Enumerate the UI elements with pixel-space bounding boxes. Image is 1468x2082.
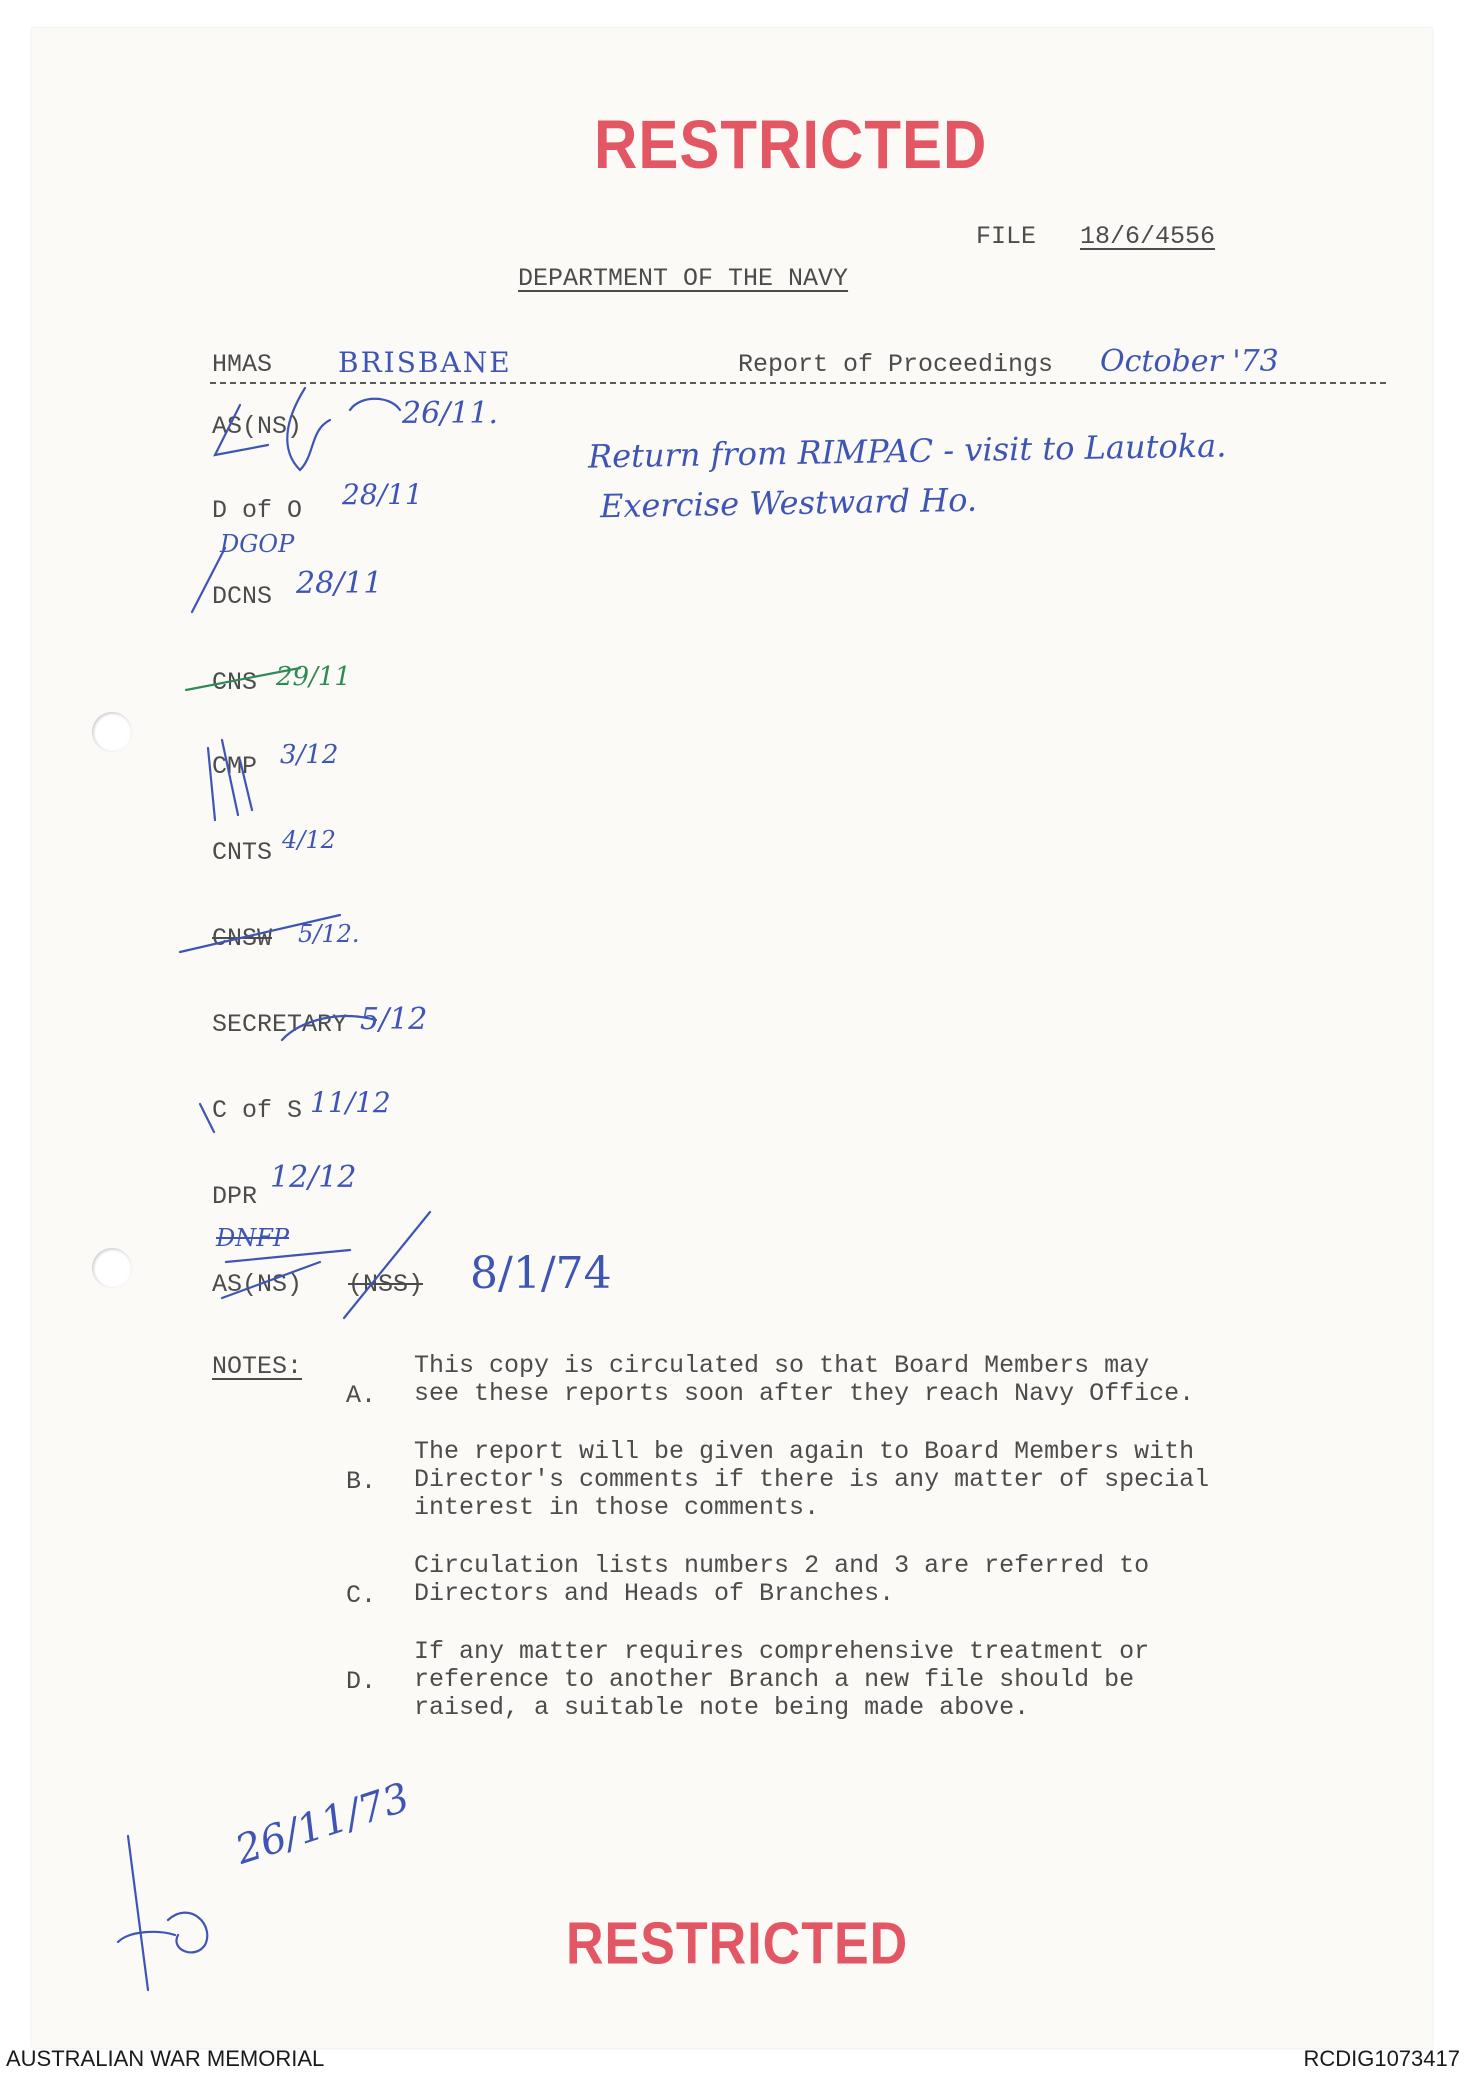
routing-annotation: 28/11 xyxy=(296,566,383,601)
restricted-stamp-bottom: RESTRICTED xyxy=(566,1910,909,1978)
note-line: Director's comments if there is any matter of special xyxy=(414,1465,1210,1494)
note-letter: C. xyxy=(346,1581,377,1610)
department-title: DEPARTMENT OF THE NAVY xyxy=(518,264,849,293)
routing-label-nss: (NSS) xyxy=(348,1270,424,1299)
routing-label-dcns: DCNS xyxy=(212,582,273,611)
routing-label-cnts: CNTS xyxy=(212,838,273,867)
routing-annotation: 5/12 xyxy=(360,1002,428,1037)
routing-annotation: 29/11 xyxy=(276,662,351,692)
notes-heading: NOTES: xyxy=(212,1352,303,1381)
routing-label-cns: CNS xyxy=(212,668,258,697)
routing-label-c-of-s: C of S xyxy=(212,1096,303,1125)
routing-annotation: 26/11. xyxy=(402,396,498,431)
note-letter: B. xyxy=(346,1467,377,1496)
routing-label-cmp: CMP xyxy=(212,752,258,781)
routing-label-as-ns: AS(NS) xyxy=(212,412,303,441)
note-letter: D. xyxy=(346,1667,377,1696)
report-period: October '73 xyxy=(1100,344,1279,379)
note-letter: A. xyxy=(346,1381,377,1410)
routing-annotation: 11/12 xyxy=(310,1086,391,1119)
ship-name: BRISBANE xyxy=(338,346,512,379)
report-label: Report of Proceedings xyxy=(738,350,1054,379)
routing-label-dpr: DPR xyxy=(212,1182,258,1211)
summary-line-1: Return from RIMPAC - visit to Lautoka. xyxy=(587,426,1227,476)
footer-record-id: RCDIG1073417 xyxy=(1303,2046,1460,2071)
note-line: The report will be given again to Board Members with xyxy=(414,1437,1195,1466)
note-item xyxy=(346,1637,1150,1783)
routing-annotation: 5/12. xyxy=(298,920,360,948)
note-line: raised, a suitable note being made above. xyxy=(414,1693,1030,1722)
routing-label-secretary: SECRETARY xyxy=(212,1010,348,1039)
footer-archive-name: AUSTRALIAN WAR MEMORIAL xyxy=(6,2046,325,2071)
file-number-typed: 18/6/4556 xyxy=(1080,222,1216,251)
note-line: This copy is circulated so that Board Members may xyxy=(414,1351,1150,1380)
summary-line-2: Exercise Westward Ho. xyxy=(599,480,978,526)
ship-label: HMAS xyxy=(212,350,273,379)
routing-label-cnsw: CNSW xyxy=(212,924,273,953)
restricted-stamp-top: RESTRICTED xyxy=(594,105,988,184)
signoff-date: 26/11/73 xyxy=(230,1774,416,1874)
file-label: FILE xyxy=(976,222,1037,251)
routing-annotation: 8/1/74 xyxy=(470,1248,612,1299)
routing-dgop: DGOP xyxy=(220,530,295,558)
routing-annotation: 4/12 xyxy=(282,826,336,854)
routing-dnfp: DNFP xyxy=(216,1224,290,1252)
routing-label-d-of-o: D of O xyxy=(212,496,303,525)
routing-annotation: 3/12 xyxy=(280,740,339,770)
note-line: see these reports soon after they reach Navy Office. xyxy=(414,1379,1195,1408)
routing-label-as-ns-final: AS(NS) xyxy=(212,1270,303,1299)
note-line: Directors and Heads of Branches. xyxy=(414,1579,895,1608)
note-line: If any matter requires comprehensive treatment or xyxy=(414,1637,1150,1666)
note-line: Circulation lists numbers 2 and 3 are referred to xyxy=(414,1551,1150,1580)
note-line: interest in those comments. xyxy=(414,1493,820,1522)
routing-annotation: 12/12 xyxy=(270,1160,357,1195)
note-line: reference to another Branch a new file should be xyxy=(414,1665,1135,1694)
routing-annotation: 28/11 xyxy=(342,478,423,511)
